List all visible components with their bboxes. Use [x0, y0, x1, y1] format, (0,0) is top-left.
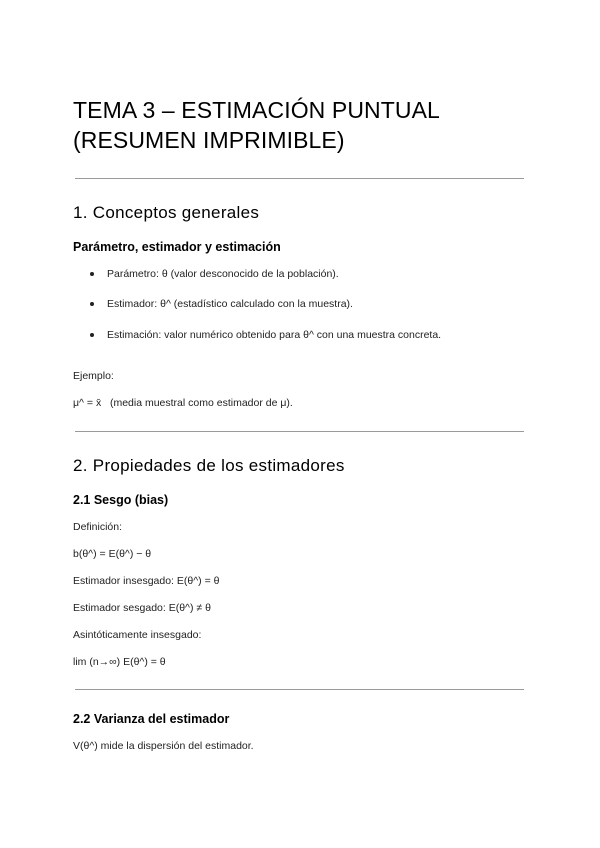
- divider: [75, 689, 524, 690]
- divider: [75, 178, 524, 179]
- bullet-dot: [90, 272, 94, 276]
- section-2-heading: 2. Propiedades de los estimadores: [73, 456, 345, 475]
- paragraph: V(θ^) mide la dispersión del estimador.: [73, 740, 254, 752]
- title-line-2: (RESUMEN IMPRIMIBLE): [73, 127, 345, 153]
- section-1-subheading: Parámetro, estimador y estimación: [73, 240, 281, 254]
- section-2-2-heading: 2.2 Varianza del estimador: [73, 712, 230, 726]
- bullet-dot: [90, 333, 94, 337]
- formula: lim (n→∞) E(θ^) = θ: [73, 656, 166, 668]
- document-title: [73, 95, 440, 155]
- paragraph: Asintóticamente insesgado:: [73, 629, 202, 641]
- list-item: Estimación: valor numérico obtenido para θ^ con una muestra concreta.: [107, 329, 442, 341]
- paragraph: Definición:: [73, 521, 123, 533]
- section-1-heading: 1. Conceptos generales: [73, 203, 260, 222]
- title-line-1: TEMA 3 – ESTIMACIÓN PUNTUAL: [73, 97, 440, 123]
- section-2-1-heading: 2.1 Sesgo (bias): [73, 493, 169, 507]
- paragraph: Estimador sesgado: E(θ^) ≠ θ: [73, 602, 211, 614]
- list-item: Estimador: θ^ (estadístico calculado con la muestra).: [107, 298, 353, 310]
- paragraph: Estimador insesgado: E(θ^) = θ: [73, 575, 220, 587]
- bullet-dot: [90, 302, 94, 306]
- formula: b(θ^) = E(θ^) − θ: [73, 548, 152, 560]
- divider: [75, 431, 524, 432]
- list-item: Parámetro: θ (valor desconocido de la población).: [107, 268, 339, 280]
- example-label: Ejemplo:: [73, 370, 114, 382]
- example-formula: μ^ = x̄ (media muestral como estimador de μ).: [73, 397, 293, 409]
